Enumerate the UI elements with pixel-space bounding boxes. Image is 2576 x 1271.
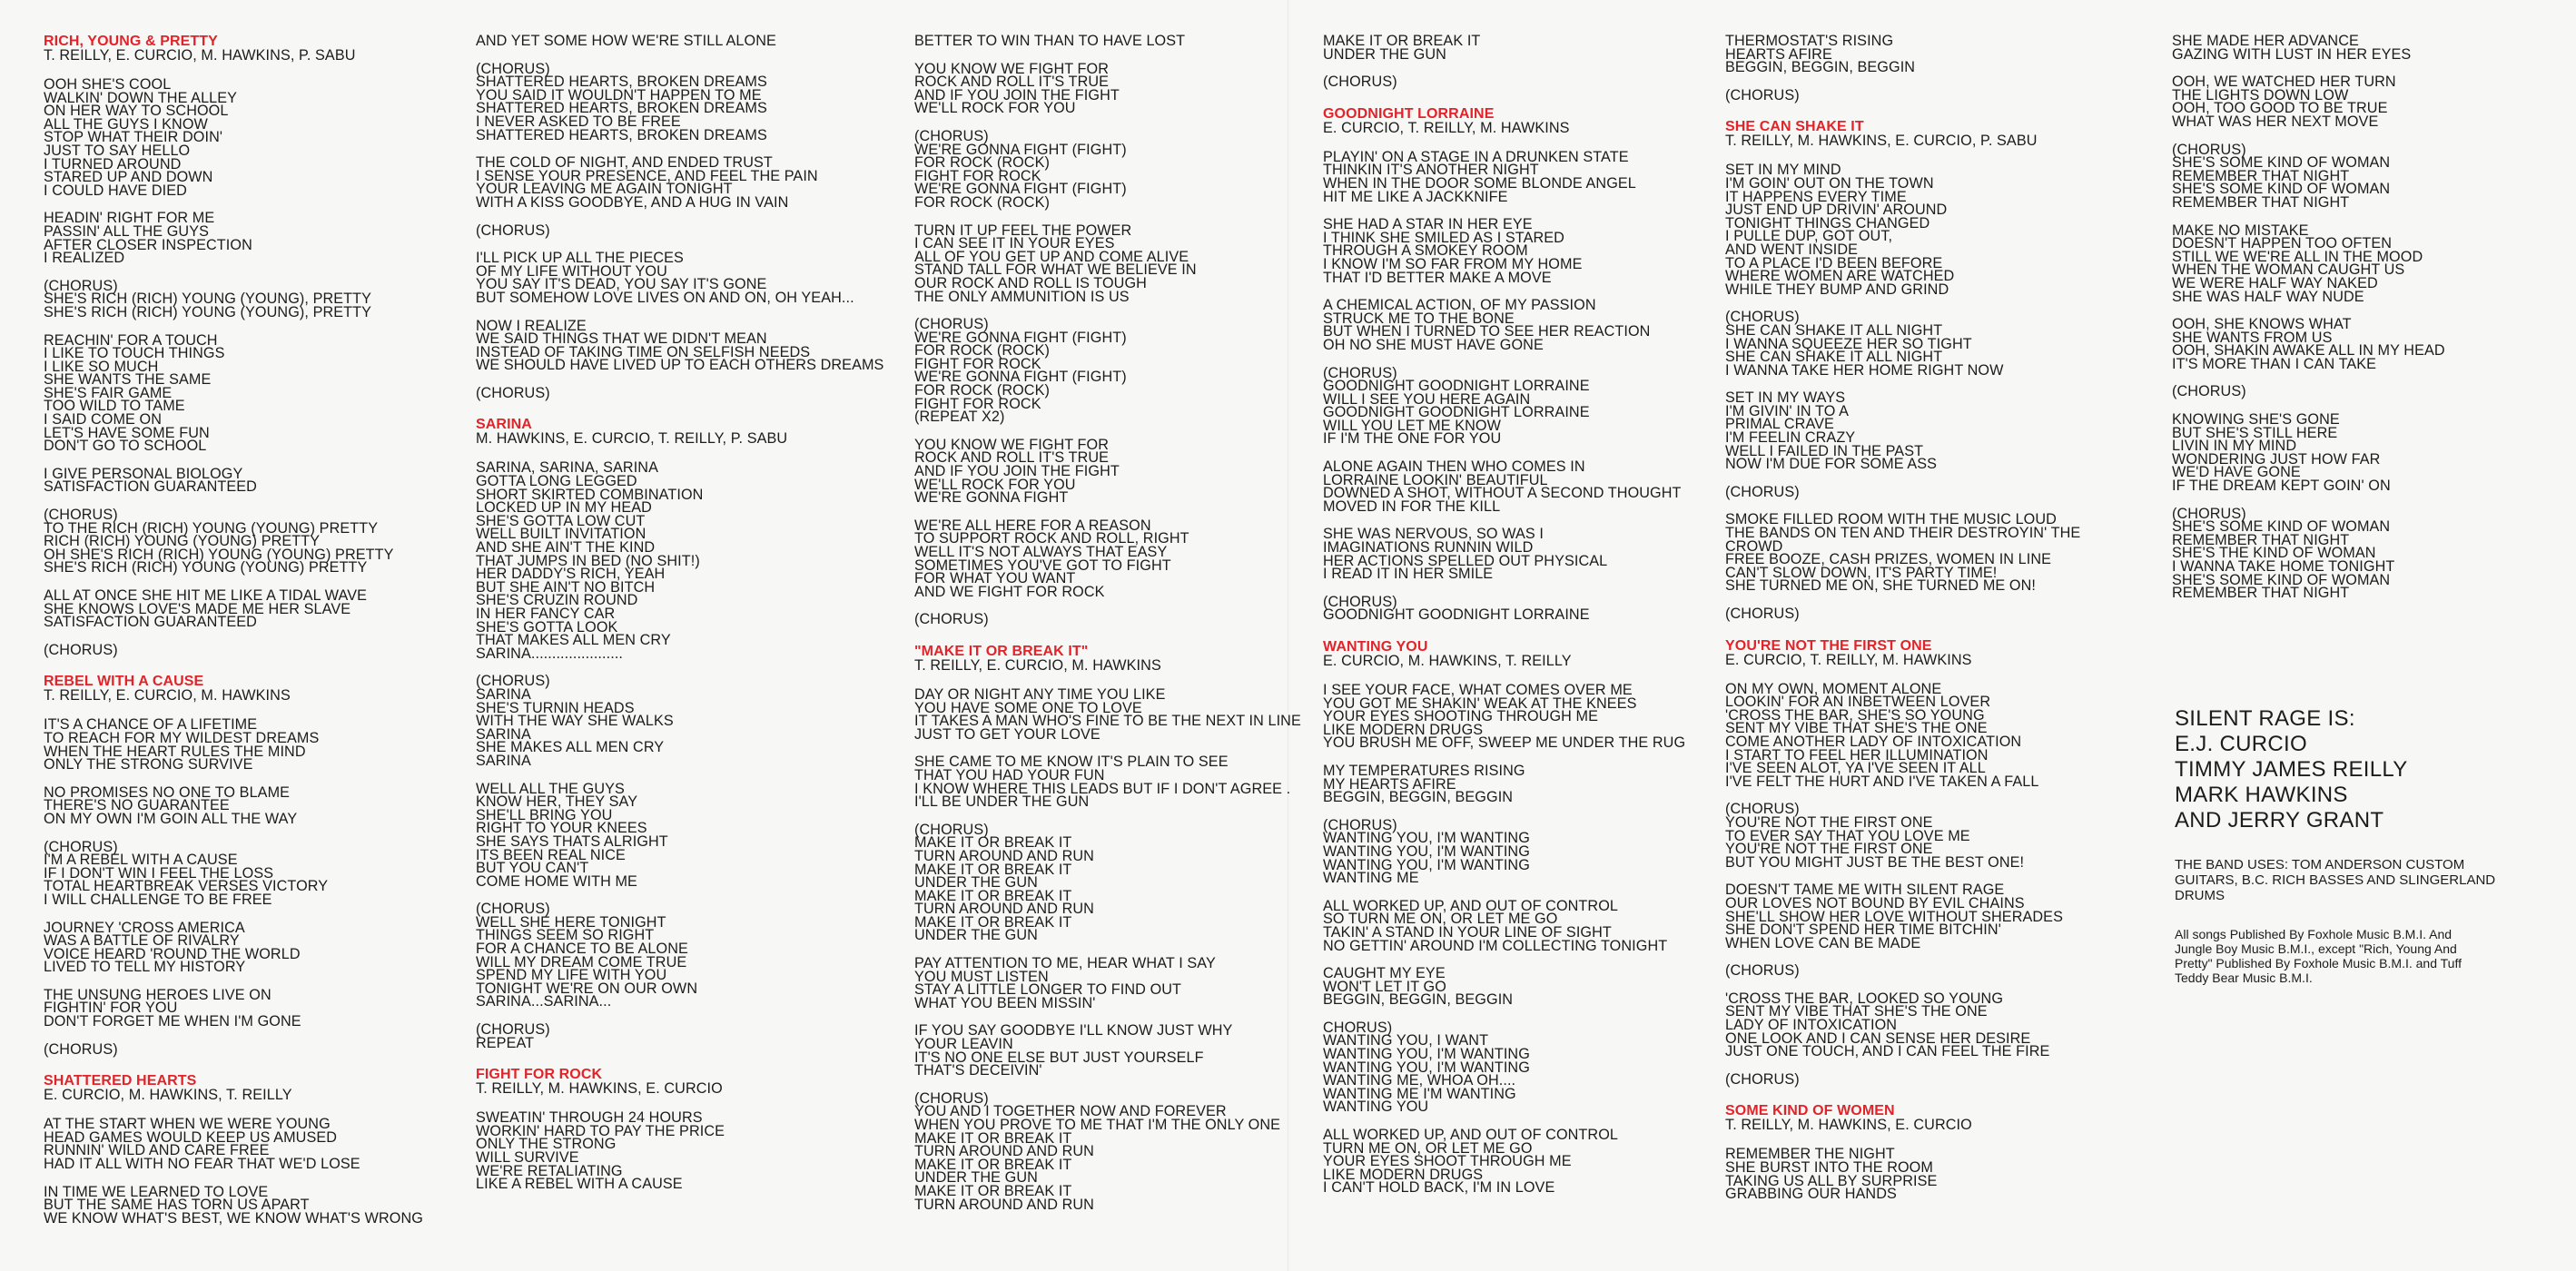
lyric-stanza: (CHORUS) YOU AND I TOGETHER NOW AND FOREVER WHEN YOU PROVE TO ME THAT I'M THE ONLY ONE MAKE IT OR BREAK IT TURN AROUND AND RUN MAKE IT OR BREAK IT UNDER THE GUN MAKE IT OR BREAK IT TURN AROUND AND RUN	[914, 1089, 1281, 1213]
lyric-stanza: TURN IT UP FEEL THE POWER I CAN SEE IT IN YOUR EYES ALL OF YOU GET UP AND COME ALIVE STAND TALL FOR WHAT WE BELIEVE IN OUR ROCK AND ROLL IS TOUGH THE ONLY AMMUNITION IS US	[914, 222, 1197, 305]
lyric-stanza: I GIVE PERSONAL BIOLOGY SATISFACTION GUARANTEED	[44, 465, 257, 496]
lyric-stanza: THE UNSUNG HEROES LIVE ON FIGHTIN' FOR YOU DON'T FORGET ME WHEN I'M GONE	[44, 986, 301, 1030]
song-title: SHATTERED HEARTS	[44, 1073, 197, 1089]
lyric-stanza: NO PROMISES NO ONE TO BLAME THERE'S NO GUARANTEE ON MY OWN I'M GOIN ALL THE WAY	[44, 783, 298, 827]
lyric-stanza: (CHORUS)	[1725, 1070, 1800, 1088]
lyrics-column-4	[1323, 34, 1732, 1209]
lyric-stanza: ALL AT ONCE SHE HIT ME LIKE A TIDAL WAVE SHE KNOWS LOVE'S MADE ME HER SLAVE SATISFACTION GUARANTEED	[44, 587, 368, 631]
song-block	[1725, 120, 2134, 620]
lyric-stanza: (CHORUS) YOU'RE NOT THE FIRST ONE TO EVER SAY THAT YOU LOVE ME YOU'RE NOT THE FIRST ONE BUT YOU MIGHT JUST BE THE BEST ONE!	[1725, 801, 2025, 871]
lyrics-column-6	[2172, 34, 2576, 615]
lyrics-column-2	[476, 34, 884, 1206]
lyric-stanza: REMEMBER THE NIGHT SHE BURST INTO THE ROOM TAKING US ALL BY SURPRISE GRABBING OUR HANDS	[1725, 1146, 1938, 1203]
band-lineup: SILENT RAGE IS: E.J. CURCIO TIMMY JAMES REILLY MARK HAWKINS AND JERRY GRANT	[2175, 706, 2408, 833]
lyric-stanza: (CHORUS) REPEAT	[476, 1021, 550, 1051]
lyric-stanza: CHORUS) WANTING YOU, I WANT WANTING YOU, I'M WANTING WANTING YOU, I'M WANTING WANTING ME, WHOA OH.... WANTING ME I'M WANTING WANTING YOU	[1323, 1019, 1530, 1116]
lyric-stanza: REACHIN' FOR A TOUCH I LIKE TO TOUCH THINGS I LIKE SO MUCH SHE WANTS THE SAME SHE'S FAIR GAME TOO WILD TO TAME I SAID COME ON LET'S HAVE SOME FUN DON'T GO TO SCHOOL	[44, 331, 225, 455]
song-credits: T. REILLY, M. HAWKINS, E. CURCIO	[476, 1080, 723, 1098]
song-title: RICH, YOUNG & PRETTY	[44, 34, 218, 49]
lyric-stanza: CAUGHT MY EYE WON'T LET IT GO BEGGIN, BEGGIN, BEGGIN	[1323, 965, 1514, 1009]
song-title: FIGHT FOR ROCK	[476, 1067, 603, 1083]
lyric-stanza: OOH SHE'S COOL WALKIN' DOWN THE ALLEY ON HER WAY TO SCHOOL ALL THE GUYS I KNOW STOP WHAT THEIR DOIN' JUST TO SAY HELLO I TURNED AROUND STARED UP AND DOWN I COULD HAVE DIED	[44, 76, 238, 199]
lyric-stanza: (CHORUS)	[44, 641, 118, 658]
band-equipment: THE BAND USES: TOM ANDERSON CUSTOM GUITARS, B.C. RICH BASSES AND SLINGERLAND DRUMS	[2175, 857, 2496, 903]
lyric-stanza: WELL ALL THE GUYS KNOW HER, THEY SAY SHE'LL BRING YOU RIGHT TO YOUR KNEES SHE SAYS THATS ALRIGHT ITS BEEN REAL NICE BUT YOU CAN'T COME HOME WITH ME	[476, 780, 668, 890]
lyric-stanza: ALONE AGAIN THEN WHO COMES IN LORRAINE LOOKIN' BEAUTIFUL DOWNED A SHOT, WITHOUT A SECOND THOUGHT MOVED IN FOR THE KILL	[1323, 458, 1682, 515]
lyric-stanza: OOH, SHE KNOWS WHAT SHE WANTS FROM US OOH, SHAKIN AWAKE ALL IN MY HEAD IT'S MORE THAN I CAN TAKE	[2172, 316, 2445, 372]
song-block	[914, 34, 1323, 626]
song-block	[1725, 1103, 2134, 1203]
lyric-stanza: ALL WORKED UP, AND OUT OF CONTROL SO TURN ME ON, OR LET ME GO TAKIN' A STAND IN YOUR LINE OF SIGHT NO GETTIN' AROUND I'M COLLECTING TONIGHT	[1323, 897, 1668, 954]
lyric-stanza: ON MY OWN, MOMENT ALONE LOOKIN' FOR AN INBETWEEN LOVER 'CROSS THE BAR, SHE'S SO YOUNG SENT MY VIBE THAT SHE'S THE ONE COME ANOTHER LADY OF INTOXICATION I START TO FEEL HER ILLUMINATION I'VE SEEN ALOT, YA I'VE SEEN IT ALL I'VE FELT THE HURT AND I'VE TAKEN A FALL	[1725, 680, 2039, 790]
song-block	[476, 1068, 884, 1191]
song-credits: E. CURCIO, T. REILLY, M. HAWKINS	[1725, 651, 1972, 668]
lyrics-column-5	[1725, 34, 2134, 1216]
lyric-stanza: I'LL PICK UP ALL THE PIECES OF MY LIFE WITHOUT YOU YOU SAY IT'S DEAD, YOU SAY IT'S GONE BUT SOMEHOW LOVE LIVES ON AND ON, OH YEAH...	[476, 250, 854, 306]
lyric-stanza: OOH, WE WATCHED HER TURN THE LIGHTS DOWN LOW OOH, TOO GOOD TO BE TRUE WHAT WAS HER NEXT MOVE	[2172, 74, 2396, 130]
song-block	[1323, 640, 1732, 1195]
lyric-stanza: (CHORUS)	[1323, 74, 1397, 91]
lyric-stanza: (CHORUS)	[914, 611, 989, 628]
lyric-stanza: IN TIME WE LEARNED TO LOVE BUT THE SAME HAS TORN US APART WE KNOW WHAT'S BEST, WE KNOW WHAT'S WRONG	[44, 1183, 423, 1227]
lyric-stanza: SET IN MY MIND I'M GOIN' OUT ON THE TOWN IT HAPPENS EVERY TIME JUST END UP DRIVIN' AROUND TONIGHT THINGS CHANGED I PULLE DUP, GOT OUT, AND WENT INSIDE TO A PLACE I'D BEEN BEFORE WHERE WOMEN ARE WATCHED WHILE THEY BUMP AND GRIND	[1725, 162, 1955, 298]
lyric-stanza: YOU KNOW WE FIGHT FOR ROCK AND ROLL IT'S TRUE AND IF YOU JOIN THE FIGHT WE'LL ROCK FOR YOU WE'RE GONNA FIGHT	[914, 436, 1120, 507]
song-credits: M. HAWKINS, E. CURCIO, T. REILLY, P. SABU	[476, 430, 788, 448]
lyric-stanza: SHE MADE HER ADVANCE GAZING WITH LUST IN HER EYES	[2172, 33, 2412, 63]
lyric-stanza: (CHORUS) TO THE RICH (RICH) YOUNG (YOUNG) PRETTY RICH (RICH) YOUNG (YOUNG) PRETTY OH SHE'S RICH (RICH) YOUNG (YOUNG) PRETTY SHE'S RICH (RICH) YOUNG (YOUNG) PRETTY	[44, 507, 394, 576]
lyric-stanza: AT THE START WHEN WE WERE YOUNG HEAD GAMES WOULD KEEP US AMUSED RUNNIN' WILD AND CARE FREE HAD IT ALL WITH NO FEAR THAT WE'D LOSE	[44, 1116, 360, 1173]
band-info	[2175, 706, 2556, 985]
lyric-stanza: (CHORUS)	[1725, 483, 1800, 500]
lyric-stanza: (CHORUS) SARINA SHE'S TURNIN HEADS WITH THE WAY SHE WALKS SARINA SHE MAKES ALL MEN CRY SARINA	[476, 673, 674, 769]
lyric-stanza: (CHORUS) WE'RE GONNA FIGHT (FIGHT) FOR ROCK (ROCK) FIGHT FOR ROCK WE'RE GONNA FIGHT (FIGHT) FOR ROCK (ROCK)	[914, 127, 1127, 211]
song-title: SARINA	[476, 417, 532, 433]
lyric-stanza: PLAYIN' ON A STAGE IN A DRUNKEN STATE THINKIN IT'S ANOTHER NIGHT WHEN IN THE DOOR SOME BLONDE ANGEL HIT ME LIKE A JACKKNIFE	[1323, 148, 1636, 205]
lyric-stanza: SHE WAS NERVOUS, SO WAS I IMAGINATIONS RUNNIN WILD HER ACTIONS SPELLED OUT PHYSICAL I READ IT IN HER SMILE	[1323, 526, 1608, 583]
lyric-stanza: (CHORUS) WANTING YOU, I'M WANTING WANTING YOU, I'M WANTING WANTING YOU, I'M WANTING WANTING ME	[1323, 816, 1530, 887]
lyrics-column-1	[44, 34, 452, 1239]
lyric-stanza: PAY ATTENTION TO ME, HEAR WHAT I SAY YOU MUST LISTEN STAY A LITTLE LONGER TO FIND OUT WHAT YOU BEEN MISSIN'	[914, 955, 1216, 1011]
lyric-stanza: SWEATIN' THROUGH 24 HOURS WORKIN' HARD TO PAY THE PRICE ONLY THE STRONG WILL SURVIVE WE'RE RETALIATING LIKE A REBEL WITH A CAUSE	[476, 1109, 725, 1193]
lyric-stanza: A CHEMICAL ACTION, OF MY PASSION STRUCK ME TO THE BONE BUT WHEN I TURNED TO SEE HER REACTION OH NO SHE MUST HAVE GONE	[1323, 297, 1651, 353]
song-block	[44, 1074, 452, 1225]
lyric-stanza: ALL WORKED UP, AND OUT OF CONTROL TURN ME ON, OR LET ME GO YOUR EYES SHOOT THROUGH ME LIKE MODERN DRUGS I CAN'T HOLD BACK, I'M IN LOVE	[1323, 1127, 1619, 1197]
lyric-stanza: WE'RE ALL HERE FOR A REASON TO SUPPORT ROCK AND ROLL, RIGHT WELL IT'S NOT ALWAYS THAT EASY SOMETIMES YOU'VE GOT TO FIGHT FOR WHAT YOU WANT AND WE FIGHT FOR ROCK	[914, 517, 1189, 600]
lyric-stanza: (CHORUS) GOODNIGHT GOODNIGHT LORRAINE	[1323, 593, 1590, 624]
lyric-stanza: I SEE YOUR FACE, WHAT COMES OVER ME YOU GOT ME SHAKIN' WEAK AT THE KNEES YOUR EYES SHOOTING THROUGH ME LIKE MODERN DRUGS YOU BRUSH ME OFF, SWEEP ME UNDER THE RUG	[1323, 682, 1686, 752]
publishing-credits: All songs Published By Foxhole Music B.M.I. And Jungle Boy Music B.M.I., except "Rich, Young And Pretty" Published By Foxhole Music B.M.I. and Tuff Teddy Bear Music B.M.I.	[2175, 927, 2462, 985]
lyric-stanza: JOURNEY 'CROSS AMERICA WAS A BATTLE OF RIVALRY VOICE HEARD 'ROUND THE WORLD LIVED TO TELL MY HISTORY	[44, 919, 301, 976]
lyric-stanza: SMOKE FILLED ROOM WITH THE MUSIC LOUD THE BANDS ON TEN AND THEIR DESTROYIN' THE CROWD FREE BOOZE, CASH PRIZES, WOMEN IN LINE CAN'T SLOW DOWN, IT'S PARTY TIME! SHE TURNED ME ON, SHE TURNED ME ON!	[1725, 511, 2081, 595]
lyric-stanza: (CHORUS)	[44, 1040, 118, 1058]
lyric-stanza: DAY OR NIGHT ANY TIME YOU LIKE YOU HAVE SOME ONE TO LOVE IT TAKES A MAN WHO'S FINE TO BE THE NEXT IN LINE JUST TO GET YOUR LOVE	[914, 685, 1301, 743]
song-credits: E. CURCIO, M. HAWKINS, T. REILLY	[44, 1087, 292, 1104]
lyric-stanza: NOW I REALIZE WE SAID THINGS THAT WE DIDN'T MEAN INSTEAD OF TAKING TIME ON SELFISH NEEDS WE SHOULD HAVE LIVED UP TO EACH OTHERS DREAMS	[476, 317, 884, 374]
song-block	[44, 34, 452, 656]
song-credits: T. REILLY, E. CURCIO, M. HAWKINS	[44, 687, 291, 704]
lyric-stanza: (CHORUS) SHE'S RICH (RICH) YOUNG (YOUNG), PRETTY SHE'S RICH (RICH) YOUNG (YOUNG), PRETTY	[44, 277, 372, 320]
lyric-stanza: IT'S A CHANCE OF A LIFETIME TO REACH FOR MY WILDEST DREAMS WHEN THE HEART RULES THE MIND ONLY THE STRONG SURVIVE	[44, 716, 320, 773]
lyric-stanza: SET IN MY WAYS I'M GIVIN' IN TO A PRIMAL CRAVE I'M FEELIN CRAZY WELL I FAILED IN THE PAST NOW I'M DUE FOR SOME ASS	[1725, 389, 1938, 473]
lyric-stanza: (CHORUS) SHE'S SOME KIND OF WOMAN REMEMBER THAT NIGHT SHE'S SOME KIND OF WOMAN REMEMBER THAT NIGHT	[2172, 141, 2391, 211]
lyric-stanza: (CHORUS) I'M A REBEL WITH A CAUSE IF I DON'T WIN I FEEL THE LOSS TOTAL HEARTBREAK VERSES VICTORY I WILL CHALLENGE TO BE FREE	[44, 838, 329, 908]
song-credits: E. CURCIO, T. REILLY, M. HAWKINS	[1323, 119, 1570, 136]
lyric-stanza: THERMOSTAT'S RISING HEARTS AFIRE BEGGIN, BEGGIN, BEGGIN	[1725, 33, 1916, 76]
lyric-stanza: 'CROSS THE BAR, LOOKED SO YOUNG SENT MY VIBE THAT SHE'S THE ONE LADY OF INTOXICATION ONE LOOK AND I CAN SENSE HER DESIRE JUST ONE TOUCH, AND I CAN FEEL THE FIRE	[1725, 990, 2050, 1060]
lyric-stanza: IF YOU SAY GOODBYE I'LL KNOW JUST WHY YOUR LEAVIN IT'S NO ONE ELSE BUT JUST YOURSELF THAT'S DECEIVIN'	[914, 1022, 1233, 1079]
song-title: WANTING YOU	[1323, 639, 1428, 655]
song-block	[1323, 107, 1732, 622]
song-block	[44, 675, 452, 1056]
lyric-stanza: (CHORUS)	[476, 384, 550, 401]
lyric-stanza: MAKE NO MISTAKE DOESN'T HAPPEN TOO OFTEN STILL WE WE'RE ALL IN THE MOOD WHEN THE WOMAN CAUGHT US WE WERE HALF WAY NAKED SHE WAS HALF WAY NUDE	[2172, 222, 2423, 305]
song-title: SOME KIND OF WOMEN	[1725, 1103, 1895, 1119]
lyrics-column-3	[914, 34, 1323, 1226]
song-title: GOODNIGHT LORRAINE	[1323, 105, 1495, 122]
song-block	[2172, 34, 2576, 600]
lyric-stanza: (CHORUS) WE'RE GONNA FIGHT (FIGHT) FOR ROCK (ROCK) FIGHT FOR ROCK WE'RE GONNA FIGHT (FIGHT) FOR ROCK (ROCK) FIGHT FOR ROCK (REPEAT X2)	[914, 316, 1127, 426]
lyric-stanza: SARINA, SARINA, SARINA GOTTA LONG LEGGED SHORT SKIRTED COMBINATION LOCKED UP IN MY HEAD SHE'S GOTTA LOW CUT WELL BUILT INVITATION AND SHE AIN'T THE KIND THAT JUMPS IN BED (NO SHIT!) HER DADDY'S RICH, YEAH BUT SHE AIN'T NO BITCH SHE'S CRUZIN ROUND IN HER FANCY CAR SHE'S GOTTA LOOK THAT MAKES ALL MEN CRY SARINA......................	[476, 459, 704, 662]
song-block	[1725, 34, 2134, 102]
lyric-stanza: DOESN'T TAME ME WITH SILENT RAGE OUR LOVES NOT BOUND BY EVIL CHAINS SHE'LL SHOW HER LOVE WITHOUT SHERADES SHE DON'T SPEND HER TIME BITCHIN' WHEN LOVE CAN BE MADE	[1725, 882, 2063, 951]
lyric-stanza: YOU KNOW WE FIGHT FOR ROCK AND ROLL IT'S TRUE AND IF YOU JOIN THE FIGHT WE'LL ROCK FOR YOU	[914, 60, 1120, 117]
lyric-stanza: (CHORUS)	[1725, 962, 1800, 980]
lyric-stanza: (CHORUS) GOODNIGHT GOODNIGHT LORRAINE WILL I SEE YOU HERE AGAIN GOODNIGHT GOODNIGHT LORRAINE WILL YOU LET ME KNOW IF I'M THE ONE FOR YOU	[1323, 364, 1590, 448]
lyric-stanza: (CHORUS)	[1725, 606, 1800, 622]
song-block	[1323, 34, 1732, 89]
song-title: YOU'RE NOT THE FIRST ONE	[1725, 637, 1932, 654]
lyric-stanza: (CHORUS)	[1725, 86, 1800, 103]
lyric-stanza: (CHORUS) SHE'S SOME KIND OF WOMAN REMEMBER THAT NIGHT SHE'S THE KIND OF WOMAN I WANNA TAKE HOME TONIGHT SHE'S SOME KIND OF WOMAN REMEMBER THAT NIGHT	[2172, 505, 2395, 602]
lyric-stanza: MAKE IT OR BREAK IT UNDER THE GUN	[1323, 33, 1481, 63]
song-credits: E. CURCIO, M. HAWKINS, T. REILLY	[1323, 653, 1572, 669]
lyric-stanza: AND YET SOME HOW WE'RE STILL ALONE	[476, 33, 776, 49]
song-credits: T. REILLY, E. CURCIO, M. HAWKINS, P. SABU	[44, 47, 356, 64]
lyric-stanza: BETTER TO WIN THAN TO HAVE LOST	[914, 33, 1186, 49]
lyric-stanza: (CHORUS) SHATTERED HEARTS, BROKEN DREAMS YOU SAID IT WOULDN'T HAPPEN TO ME SHATTERED HEARTS, BROKEN DREAMS I NEVER ASKED TO BE FREE SHATTERED HEARTS, BROKEN DREAMS	[476, 60, 767, 143]
lyric-stanza: HEADIN' RIGHT FOR ME PASSIN' ALL THE GUYS AFTER CLOSER INSPECTION I REALIZED	[44, 210, 252, 267]
lyric-stanza: MY TEMPERATURES RISING MY HEARTS AFIRE BEGGIN, BEGGIN, BEGGIN	[1323, 762, 1525, 806]
song-block	[914, 645, 1323, 1211]
song-block	[1725, 639, 2134, 1087]
song-credits: T. REILLY, M. HAWKINS, E. CURCIO	[1725, 1117, 1972, 1134]
lyric-stanza: SHE CAME TO ME KNOW IT'S PLAIN TO SEE THAT YOU HAD YOUR FUN I KNOW WHERE THIS LEADS BUT IF I DON'T AGREE . I'LL BE UNDER THE GUN	[914, 754, 1291, 811]
song-block	[476, 34, 884, 399]
lyric-stanza: (CHORUS)	[2172, 383, 2246, 400]
song-credits: T. REILLY, M. HAWKINS, E. CURCIO, P. SABU	[1725, 133, 2038, 150]
lyric-stanza: (CHORUS)	[476, 222, 550, 239]
song-title: REBEL WITH A CAUSE	[44, 674, 204, 690]
song-title: SHE CAN SHAKE IT	[1725, 119, 1864, 135]
lyric-stanza: (CHORUS) WELL SHE HERE TONIGHT THINGS SEEM SO RIGHT FOR A CHANCE TO BE ALONE WILL MY DREAM COME TRUE SPEND MY LIFE WITH YOU TONIGHT WE'RE ON OUR OWN SARINA...SARINA...	[476, 901, 698, 1010]
lyric-stanza: SHE HAD A STAR IN HER EYE I THINK SHE SMILED AS I STARED THROUGH A SMOKEY ROOM I KNOW I'M SO FAR FROM MY HOME THAT I'D BETTER MAKE A MOVE	[1323, 216, 1583, 286]
lyric-stanza: (CHORUS) SHE CAN SHAKE IT ALL NIGHT I WANNA SQUEEZE HER SO TIGHT SHE CAN SHAKE IT ALL NIGHT I WANNA TAKE HER HOME RIGHT NOW	[1725, 309, 2004, 379]
song-block	[476, 418, 884, 1049]
song-credits: T. REILLY, E. CURCIO, M. HAWKINS	[914, 656, 1161, 674]
lyric-stanza: THE COLD OF NIGHT, AND ENDED TRUST I SENSE YOUR PRESENCE, AND FEEL THE PAIN YOUR LEAVING ME AGAIN TONIGHT WITH A KISS GOODBYE, AND A HUG IN VAIN	[476, 154, 818, 211]
lyric-stanza: (CHORUS) MAKE IT OR BREAK IT TURN AROUND AND RUN MAKE IT OR BREAK IT UNDER THE GUN MAKE IT OR BREAK IT TURN AROUND AND RUN MAKE IT OR BREAK IT UNDER THE GUN	[914, 821, 1094, 944]
song-title: "MAKE IT OR BREAK IT"	[914, 643, 1089, 659]
lyric-stanza: KNOWING SHE'S GONE BUT SHE'S STILL HERE LIVIN IN MY MIND WONDERING JUST HOW FAR WE'D HAVE GONE IF THE DREAM KEPT GOIN' ON	[2172, 411, 2391, 495]
